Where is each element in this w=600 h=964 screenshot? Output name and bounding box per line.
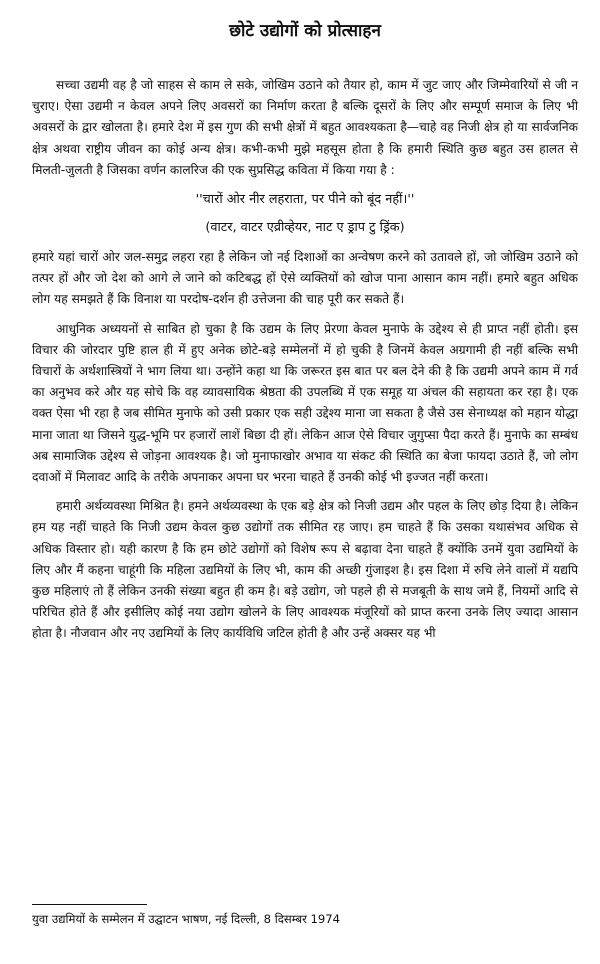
paragraph-1: सच्चा उद्यमी वह है जो साहस से काम ले सके, जोखिम उठाने को तैयार हो, काम में जुट जाए और जिम्मेवारियों से जी न चुराए। ऐसा उद्यमी न केवल अपने लिए अवसरों का निर्माण करता है बल्कि दूसरों के लिए और सम्पूर्ण समाज के लिए भी अवसरों के द्वार खोलता है। हमारे देश में इस गुण की सभी क्षेत्रों में बहुत आवश्यकता है—चाहे वह निजी क्षेत्र हो या सार्वजनिक क्षेत्र अथवा राष्ट्रीय जीवन का कोई अन्य क्षेत्र। कभी-कभी मुझे महसूस होता है कि हमारी स्थिति कुछ बहुत उस हालत से मिलती-जुलती है जिसका वर्णन कालरिज की एक सुप्रसिद्ध कविता में किया गया है : xyxy=(32,78,578,177)
paragraph-3: आधुनिक अध्ययनों से साबित हो चुका है कि उद्यम के लिए प्रेरणा केवल मुनाफे के उद्देश्य से ही प्राप्त नहीं होती। इस विचार की जोरदार पुष्टि हाल ही में हुए अनेक छोटे-बड़े सम्मेलनों में हो चुकी है जिनमें केवल अग्रगामी ही नहीं बल्कि सभी विचारों के अर्थशास्त्रियों ने भाग लिया था। उन्होंने कहा था कि जरूरत इस बात पर बल देने की है कि उद्यमी अपने काम में गर्व का अनुभव करे और यह सोचे कि वह व्यावसायिक श्रेष्ठता की उपलब्धि में एक समूह या अंचल की सहायता कर रहा है। एक वक्त ऐसा भी रहा है जब सीमित मुनाफे को उसी प्रकार एक सही उद्देश्य माना जा सकता है जैसे उस सेनाध्यक्ष को महान योद्धा माना जाता था जिसने युद्ध-भूमि पर हजारों लाशें बिछा दी हों। लेकिन आज ऐसे विचार जुगुप्सा पैदा करते हैं। मुनाफे का सम्बंध अब सामाजिक उद्देश्य से जोड़ना आवश्यक है। जो मुनाफाखोर अभाव या संकट की स्थिति का बेजा फायदा उठाते हैं, जो लोग दवाओं में मिलावट आदि के तरीके अपनाकर अपना घर भरना चाहते हैं उनकी कोई भी इज्जत नहीं करता। xyxy=(32,321,578,485)
quote-line: ''चारों ओर नीर लहराता, पर पीने को बूंद नहीं।'' xyxy=(195,192,415,208)
document-page xyxy=(32,18,578,653)
paragraph-2: हमारे यहां चारों ओर जल-समुद्र लहरा रहा है लेकिन जो नई दिशाओं का अन्वेषण करने को उतावले हों, जो जोखिम उठाने को तत्पर हों और जो देश को आगे ले जाने को कटिबद्ध हों ऐसे व्यक्तियों को खोज पाना आसान काम नहीं। हमारे बहुत अधिक लोग यह समझते हैं कि विनाश या परदोष-दर्शन ही उत्तेजना की चाह पूरी कर सकते हैं। xyxy=(32,250,578,307)
paragraph-4: हमारी अर्थव्यवस्था मिश्रित है। हमने अर्थव्यवस्था के एक बड़े क्षेत्र को निजी उद्यम और पहल के लिए छोड़ दिया है। लेकिन हम यह नहीं चाहते कि निजी उद्यम केवल कुछ उद्योगों तक सीमित रह जाए। हम चाहते हैं कि उसका यथासंभव अधिक से अधिक विस्तार हो। यही कारण है कि हम छोटे उद्योगों को विशेष रूप से बढ़ावा देना चाहते हैं क्योंकि उनमें युवा उद्यमियों के लिए और मैं कहना चाहूंगी कि महिला उद्यमियों के लिए भी, काम की अच्छी गुंजाइश है। इस दिशा में रुचि लेने वालों में यद्यपि कुछ महिलाएं तो हैं लेकिन उनकी संख्या बहुत ही कम है। बड़े उद्योग, जो पहले ही से मजबूती के साथ जमे हैं, नियमों आदि से परिचित होते हैं और इसीलिए कोई नया उद्योग खोलने के लिए आवश्यक मंजूरियों को प्राप्त करना उनके लिए ज्यादा आसान होता है। नौजवान और नए उद्यमियों के लिए कार्यविधि जटिल होती है और उन्हें अक्सर यह भी xyxy=(32,499,578,641)
quote-attribution: (वाटर, वाटर एव्रीव्हेयर, नाट ए ड्राप टु ड्रिंक) xyxy=(205,220,405,236)
footnote: युवा उद्यमियों के सम्मेलन में उद्घाटन भाषण, नई दिल्ली, 8 दिसम्बर 1974 xyxy=(32,912,341,926)
page-title: छोटे उद्योगों को प्रोत्साहन xyxy=(229,21,381,41)
footnote-divider xyxy=(32,904,147,905)
